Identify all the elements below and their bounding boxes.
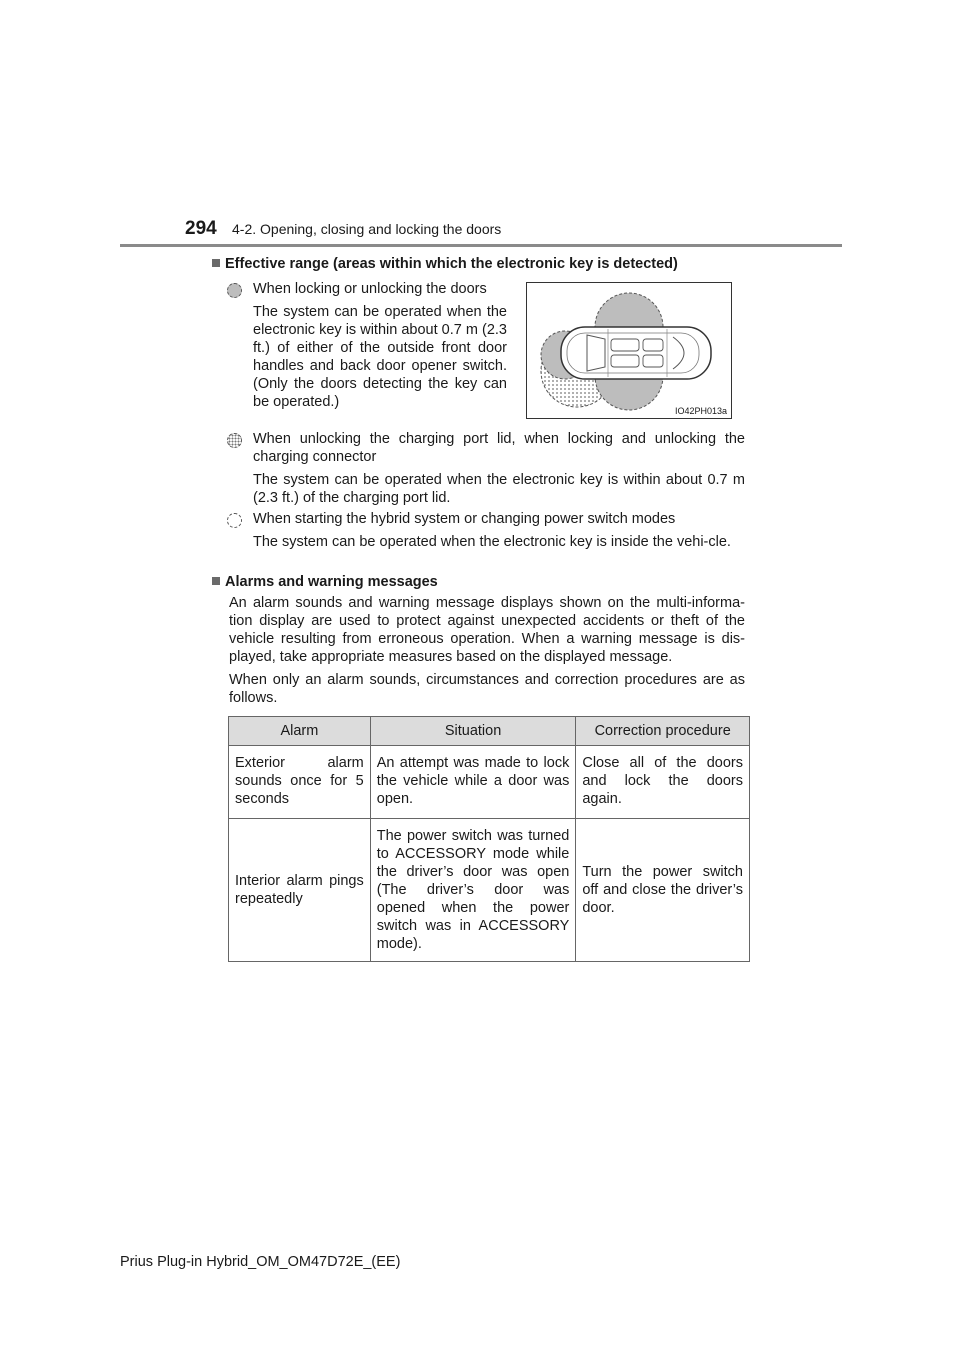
item-text-hybrid-system: The system can be operated when the electronic key is inside the vehi-cle. [253,534,731,550]
item-title-lock-unlock: When locking or unlocking the doors [253,281,487,297]
dotted-circle-icon [227,433,242,448]
table-cell-alarm: Interior alarm pings repeatedly [229,819,371,962]
table-cell-alarm: Exterior alarm sounds once for 5 seconds [229,746,371,819]
page-number: 294 [185,218,217,239]
effective-range-figure [526,282,732,419]
footer-document-id: Prius Plug-in Hybrid_OM_OM47D72E_(EE) [120,1254,401,1270]
car-top-view-diagram [527,283,733,420]
alarm-table [228,716,750,962]
alarms-paragraph-2: When only an alarm sounds, circumstances and correction procedures are as follows. [229,672,745,706]
table-cell-correction: Turn the power switch off and close the driver’s door. [576,819,750,962]
figure-code: IO42PH013a [674,406,727,416]
alarms-heading-text: Alarms and warning messages [225,574,438,590]
table-cell-situation: The power switch was turned to ACCESSORY mode while the driver’s door was open (The driver’s door was opened when the power switch was in ACCESSORY mode). [370,819,576,962]
table-cell-correction: Close all of the doors and lock the doors again. [576,746,750,819]
header-rule [120,244,842,247]
section-title: 4-2. Opening, closing and locking the doors [232,221,502,237]
square-bullet-icon [212,577,220,585]
item-title-charging: When unlocking the charging port lid, when locking and unlocking the charging connector [253,431,745,465]
table-cell-situation: An attempt was made to lock the vehicle while a door was open. [370,746,576,819]
gray-dashed-circle-icon [227,283,242,298]
table-row [229,746,750,819]
table-header-row [229,717,750,746]
item-text-charging: The system can be operated when the electronic key is within about 0.7 m (2.3 ft.) of the charging port lid. [253,472,745,506]
effective-range-heading [212,256,678,272]
white-dashed-circle-icon [227,513,242,528]
table-row [229,819,750,962]
alarms-heading [212,574,438,590]
alarms-paragraph-1: An alarm sounds and warning message displays shown on the multi-informa-tion display are used to protect against unexpected accidents or theft of the vehicle resulting from erroneous operation. When a warning message is dis-played, take appropriate measures based on the displayed message. [229,595,745,665]
table-header-alarm: Alarm [229,717,371,746]
square-bullet-icon [212,259,220,267]
item-title-hybrid-system: When starting the hybrid system or changing power switch modes [253,511,676,527]
table-header-correction: Correction procedure [576,717,750,746]
item-text-lock-unlock: The system can be operated when the electronic key is within about 0.7 m (2.3 ft.) of either of the outside front door handles and back door opener switch. (Only the doors detecting the key can be operated.) [253,304,507,410]
table-header-situation: Situation [370,717,576,746]
effective-range-heading-text: Effective range (areas within which the electronic key is detected) [225,256,678,272]
